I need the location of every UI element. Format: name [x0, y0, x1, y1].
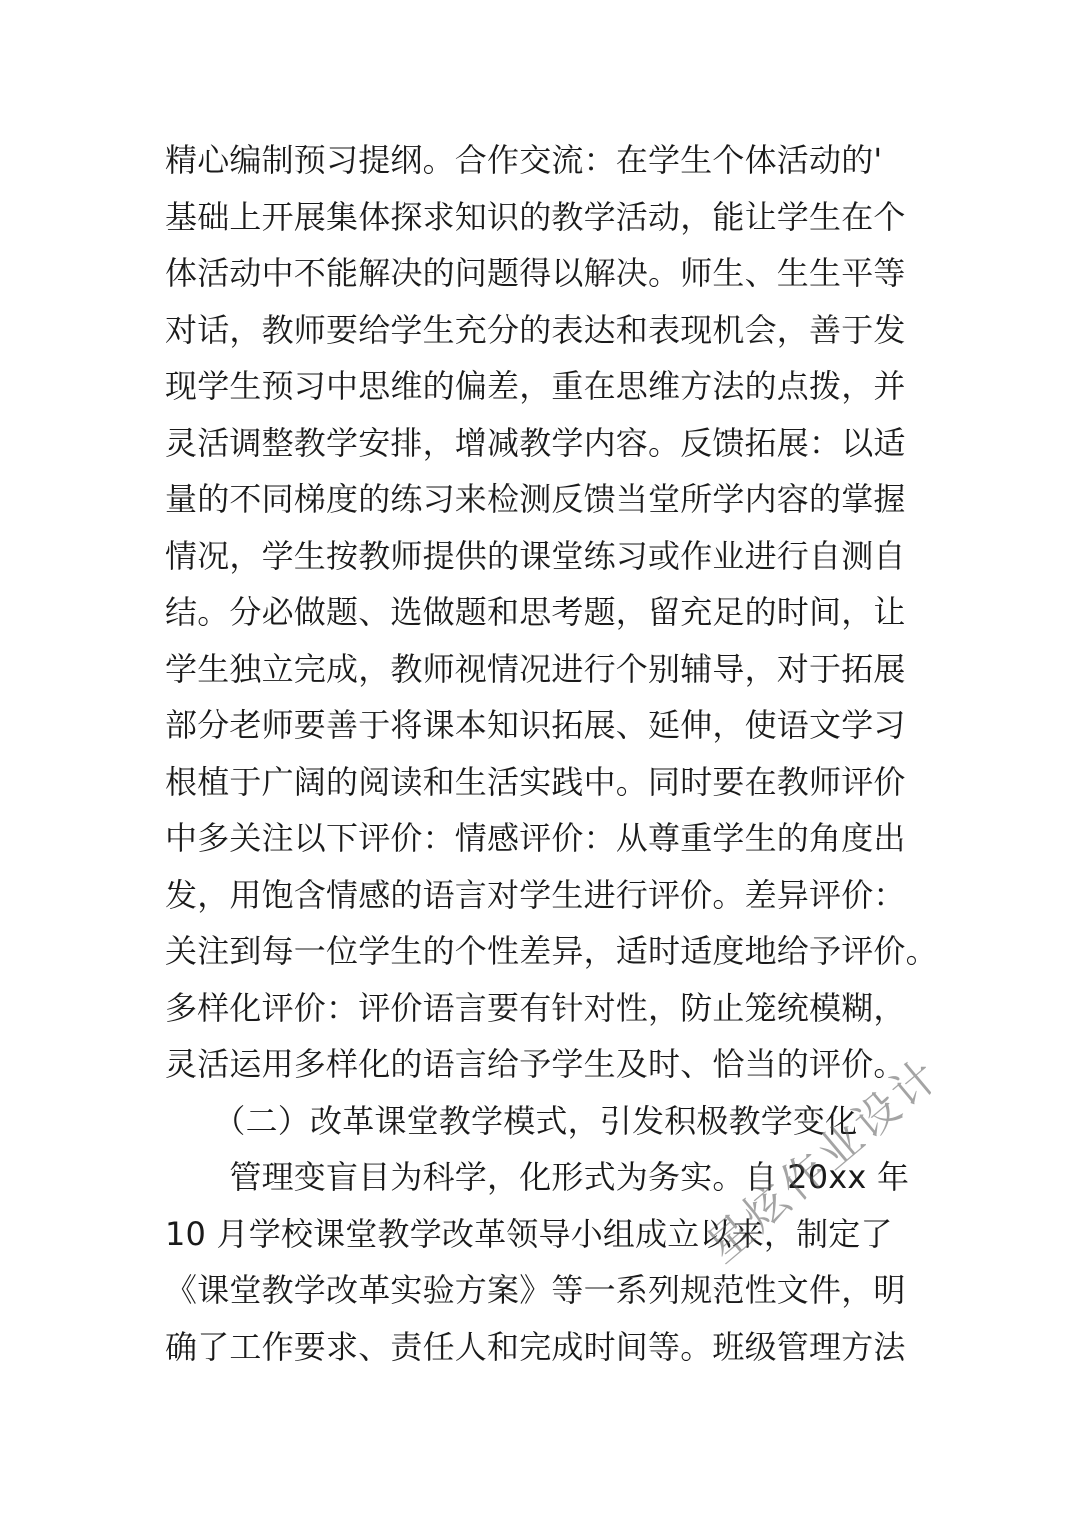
text-line-8: 情况，学生按教师提供的课堂练习或作业进行自测自	[165, 537, 906, 575]
text-line-22: 确了工作要求、责任人和完成时间等。班级管理方法	[165, 1328, 906, 1366]
text-line-10: 学生独立完成，教师视情况进行个别辅导，对于拓展	[165, 650, 906, 688]
text-line-21: 《课堂教学改革实验方案》等一系列规范性文件，明	[165, 1271, 906, 1309]
text-line-16: 多样化评价：评价语言要有针对性，防止笼统模糊，	[165, 989, 906, 1027]
text-line-11: 部分老师要善于将课本知识拓展、延伸，使语文学习	[165, 706, 906, 744]
text-line-2: 基础上开展集体探求知识的教学活动，能让学生在个	[165, 198, 906, 236]
text-line-7: 量的不同梯度的练习来检测反馈当堂所学内容的掌握	[165, 480, 906, 518]
text-line-17: 灵活运用多样化的语言给予学生及时、恰当的评价。	[165, 1045, 906, 1083]
text-line-1: 精心编制预习提纲。合作交流：在学生个体活动的'	[165, 141, 883, 179]
text-line-20: 10 月学校课堂教学改革领导小组成立以来，制定了	[165, 1215, 893, 1253]
text-line-4: 对话，教师要给学生充分的表达和表现机会，善于发	[165, 311, 906, 349]
text-line-6: 灵活调整教学安排，增减教学内容。反馈拓展：以适	[165, 424, 906, 462]
watermark: 星炫作业设计	[697, 1048, 951, 1273]
text-line-13: 中多关注以下评价：情感评价：从尊重学生的角度出	[165, 819, 906, 857]
text-line-3: 体活动中不能解决的问题得以解决。师生、生生平等	[165, 254, 906, 292]
text-line-5: 现学生预习中思维的偏差，重在思维方法的点拨，并	[165, 367, 906, 405]
text-line-14: 发，用饱含情感的语言对学生进行评价。差异评价：	[165, 876, 906, 914]
text-line-9: 结。分必做题、选做题和思考题，留充足的时间，让	[165, 593, 906, 631]
text-line-19: 管理变盲目为科学，化形式为务实。自 20xx 年	[165, 1158, 910, 1196]
section-heading: （二）改革课堂教学模式，引发积极教学变化	[165, 1102, 858, 1140]
text-line-12: 根植于广阔的阅读和生活实践中。同时要在教师评价	[165, 763, 906, 801]
text-line-15: 关注到每一位学生的个性差异，适时适度地给予评价。	[165, 932, 938, 970]
